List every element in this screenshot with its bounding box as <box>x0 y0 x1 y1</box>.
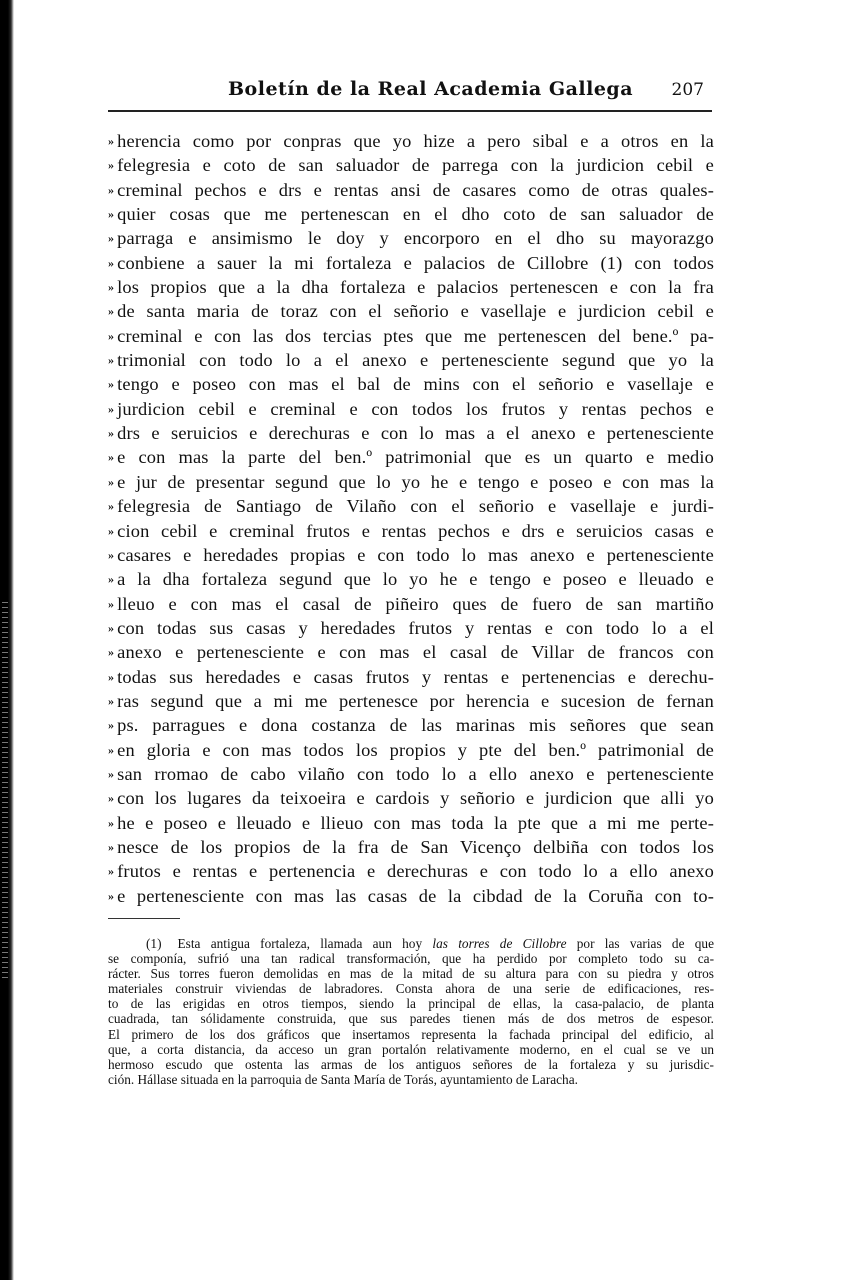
quotation-mark: » <box>108 426 115 441</box>
footnote-line: cuadrada, tan sólidamente construida, que sus paredes tienen más de dos metros de espesor. <box>108 1011 714 1027</box>
footnote-marker: (1) <box>146 936 162 951</box>
quotation-mark: » <box>108 353 115 368</box>
quotation-mark: » <box>108 255 115 270</box>
line-text: san rromao de cabo vilaño con todo lo a ello anexo e pertenesciente <box>117 763 714 784</box>
text-line <box>108 762 714 786</box>
quotation-mark: » <box>108 791 115 806</box>
quotation-mark: » <box>108 182 115 197</box>
scan-margin-noise <box>2 600 8 980</box>
line-text: tengo e poseo con mas el bal de mins con el señorio e vasellaje e <box>117 374 714 395</box>
header-rule <box>108 110 712 112</box>
line-text: e pertenesciente con mas las casas de la cibdad de la Coruña con to- <box>117 885 714 906</box>
quotation-mark: » <box>108 547 115 562</box>
quotation-mark: » <box>108 766 115 781</box>
text-line <box>108 275 714 299</box>
footnote-line: rácter. Sus torres fueron demolidas en mas de la mitad de su altura para con su piedra y otros <box>108 966 714 982</box>
text-line <box>108 616 714 640</box>
line-text: cion cebil e creminal frutos e rentas pechos e drs e seruicios casas e <box>117 520 714 541</box>
text-line <box>108 178 714 202</box>
text-line <box>108 202 714 226</box>
line-text: creminal e con las dos tercias ptes que me pertenescen del bene.º pa- <box>117 325 714 346</box>
footnote-italic-title: las torres de Cillobre <box>432 936 567 951</box>
line-text: jurdicion cebil e creminal e con todos los frutos y rentas pechos e <box>117 398 714 419</box>
text-line <box>108 811 714 835</box>
text-line <box>108 665 714 689</box>
line-text: ps. parragues e dona costanza de las marinas mis señores que sean <box>117 715 714 736</box>
footnote-line: El primero de los dos gráficos que insertamos representa la fachada principal del edificio, al <box>108 1026 714 1042</box>
footnote-text: por las varias de que <box>566 936 714 951</box>
footnote-text: Esta antigua fortaleza, llamada aun hoy <box>177 936 433 951</box>
quotation-mark: » <box>108 377 115 392</box>
line-text: anexo e pertenesciente e con mas el casal de Villar de francos con <box>117 642 714 663</box>
quotation-mark: » <box>108 645 115 660</box>
quotation-mark: » <box>108 523 115 538</box>
quotation-mark: » <box>108 572 115 587</box>
line-text: los propios que a la dha fortaleza e palacios pertenescen e con la fra <box>117 277 714 298</box>
line-text: nesce de los propios de la fra de San Vicenço delbiña con todos los <box>117 836 714 857</box>
quotation-mark: » <box>108 693 115 708</box>
line-text: casares e heredades propias e con todo lo mas anexo e pertenesciente <box>117 544 714 565</box>
text-line <box>108 299 714 323</box>
quotation-mark: » <box>108 280 115 295</box>
text-line <box>108 835 714 859</box>
quotation-mark: » <box>108 499 115 514</box>
text-line <box>108 543 714 567</box>
quotation-mark: » <box>108 596 115 611</box>
line-text: de santa maria de toraz con el señorio e vasellaje e jurdicion cebil e <box>117 301 714 322</box>
line-text: herencia como por conpras que yo hize a pero sibal e a otros en la <box>117 131 714 151</box>
line-text: he e poseo e lleuado e llieuo con mas toda la pte que a mi me perte- <box>117 812 714 833</box>
text-line <box>108 786 714 810</box>
quotation-mark: » <box>108 815 115 830</box>
quotation-mark: » <box>108 839 115 854</box>
line-text: frutos e rentas e pertenencia e derechuras e con todo lo a ello anexo <box>117 861 714 882</box>
footnote-line: que, a corta distancia, da acceso un gran portalón relativamente moderno, en el cual se ve un <box>108 1041 714 1057</box>
footnote-line: hermoso escudo que ostenta las armas de los antiguos señores de la fortaleza y su jurisdic- <box>108 1056 714 1072</box>
footnote <box>108 936 714 1087</box>
line-text: e con mas la parte del ben.º patrimonial que es un quarto e medio <box>117 447 714 468</box>
quotation-mark: » <box>108 158 115 173</box>
line-text: ras segund que a mi me pertenesce por herencia e sucesion de fernan <box>117 690 714 711</box>
quotation-mark: » <box>108 134 115 148</box>
text-line <box>108 445 714 469</box>
line-text: e jur de presentar segund que lo yo he e tengo e poseo e con mas la <box>117 471 714 492</box>
quotation-mark: » <box>108 669 115 684</box>
quotation-mark: » <box>108 450 115 465</box>
quotation-mark: » <box>108 304 115 319</box>
line-text: trimonial con todo lo a el anexo e pertenesciente segund que yo la <box>117 350 714 371</box>
text-line <box>108 713 714 737</box>
line-text: quier cosas que me pertenescan en el dho coto de san saluador de <box>117 204 714 225</box>
text-line <box>108 397 714 421</box>
text-line <box>108 859 714 883</box>
line-text: parraga e ansimismo le doy y encorporo en el dho su mayorazgo <box>117 228 714 249</box>
text-line <box>108 738 714 762</box>
line-text: felegresia e coto de san saluador de parrega con la jurdicion cebil e <box>117 155 714 176</box>
line-text: drs e seruicios e derechuras e con lo mas a el anexo e pertenesciente <box>117 423 714 444</box>
footnote-line: se componía, sufrió una tan radical transformación, que ha perdido por completo todo su ca- <box>108 951 714 967</box>
text-line <box>108 421 714 445</box>
footnote-line <box>108 936 714 951</box>
text-line <box>108 884 714 908</box>
main-text-block <box>108 129 714 908</box>
quotation-mark: » <box>108 718 115 733</box>
line-text: con todas sus casas y heredades frutos y rentas e con todo lo a el <box>117 617 714 638</box>
text-line <box>108 324 714 348</box>
footnote-separator <box>108 918 180 919</box>
line-text: a la dha fortaleza segund que lo yo he e tengo e poseo e lleuado e <box>117 569 714 590</box>
quotation-mark: » <box>108 207 115 222</box>
text-line <box>108 519 714 543</box>
line-text: en gloria e con mas todos los propios y pte del ben.º patrimonial de <box>117 739 714 760</box>
text-line <box>108 494 714 518</box>
quotation-mark: » <box>108 231 115 246</box>
text-line <box>108 348 714 372</box>
text-line <box>108 640 714 664</box>
line-text: con los lugares da teixoeira e cardois y señorio e jurdicion que alli yo <box>117 788 714 809</box>
quotation-mark: » <box>108 742 115 757</box>
quotation-mark: » <box>108 401 115 416</box>
footnote-line: ción. Hállase situada en la parroquia de Santa María de Torás, ayuntamiento de Laracha. <box>108 1071 578 1087</box>
quotation-mark: » <box>108 864 115 879</box>
quotation-mark: » <box>108 620 115 635</box>
quotation-mark: » <box>108 888 115 903</box>
running-head <box>108 78 710 108</box>
text-line <box>108 153 714 177</box>
running-title: Boletín de la Real Academia Gallega <box>228 78 634 100</box>
quotation-mark: » <box>108 474 115 489</box>
line-text: conbiene a sauer la mi fortaleza e palacios de Cillobre (1) con todos <box>117 252 714 273</box>
text-line <box>108 129 714 153</box>
line-text: lleuo e con mas el casal de piñeiro ques de fuero de san martiño <box>117 593 714 614</box>
text-line <box>108 567 714 591</box>
text-line <box>108 689 714 713</box>
footnote-line: to de las erigidas en otros tiempos, siendo la principal de ellas, la casa-palacio, de planta <box>108 996 714 1012</box>
text-line <box>108 372 714 396</box>
text-line <box>108 226 714 250</box>
line-text: creminal pechos e drs e rentas ansi de casares como de otras quales- <box>117 179 714 200</box>
text-line <box>108 251 714 275</box>
quotation-mark: » <box>108 328 115 343</box>
text-line <box>108 470 714 494</box>
page-number: 207 <box>671 80 704 100</box>
line-text: felegresia de Santiago de Vilaño con el señorio e vasellaje e jurdi- <box>117 496 714 517</box>
line-text: todas sus heredades e casas frutos y rentas e pertenencias e derechu- <box>117 666 714 687</box>
text-line <box>108 592 714 616</box>
footnote-line: materiales construir viviendas de labradores. Consta ahora de una serie de edificaciones, res- <box>108 981 714 997</box>
